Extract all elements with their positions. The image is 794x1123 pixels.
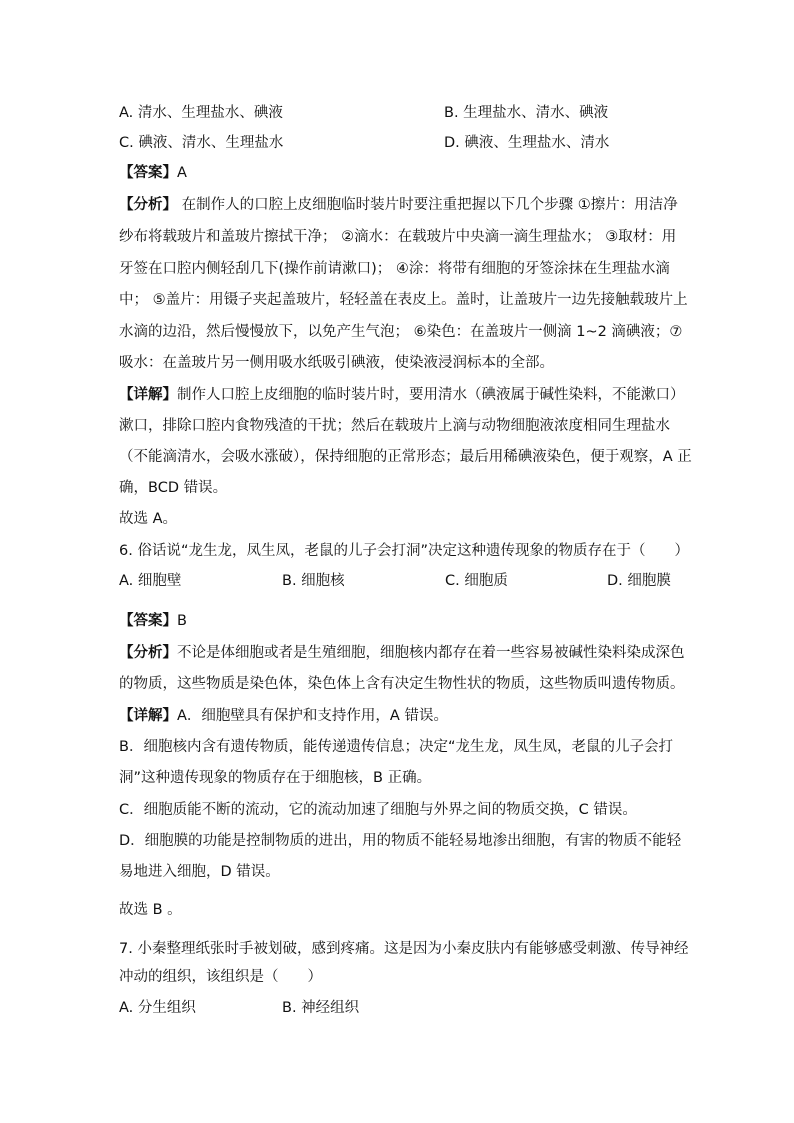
q6-stem: 6. 俗话说“龙生龙，凤生凤，老鼠的儿子会打洞”决定这种遗传现象的物质存在于（ ）: [119, 543, 689, 559]
q5-option-a: A. 清水、生理盐水、碘液: [119, 105, 283, 121]
answer-tag: 【答案】: [119, 613, 177, 629]
q6-detail-line: B．细胞核内含有遗传物质，能传递遗传信息；决定“龙生龙，凤生凤，老鼠的儿子会打: [119, 739, 673, 755]
q6-answer: [119, 611, 187, 631]
q7-stem-line: 冲动的组织，该组织是（ ）: [119, 969, 322, 985]
q5-detail-line: 漱口，排除口腔内食物残渣的干扰；然后在载玻片上滴与动物细胞液浓度相同生理盐水: [119, 418, 670, 434]
q6-analysis-line: 的物质，这些物质是染色体，染色体上含有决定生物性状的物质，这些物质叫遗传物质。: [119, 676, 685, 692]
q6-conclusion: 故选 B 。: [119, 902, 182, 918]
q5-analysis-line: 中； ⑤盖片：用镊子夹起盖玻片，轻轻盖在表皮上。盖时，让盖玻片一边先接触载玻片上: [119, 292, 688, 308]
q5-detail-line: 【详解】制作人口腔上皮细胞的临时装片时，要用清水（碘液属于碱性染料，不能漱口）: [119, 387, 685, 403]
q5-option-c: C. 碘液、清水、生理盐水: [119, 135, 284, 151]
analysis-tag: 【分析】: [119, 197, 177, 213]
q5-analysis-line: 吸水：在盖玻片另一侧用吸水纸吸引碘液，使染液浸润标本的全部。: [119, 355, 554, 371]
q5-option-b: B. 生理盐水、清水、碘液: [444, 105, 609, 121]
q6-detail-line: C．细胞质能不断的流动，它的流动加速了细胞与外界之间的物质交换，C 错误。: [119, 802, 637, 818]
q5-analysis-line: 牙签在口腔内侧轻刮几下(操作前请漱口)； ④涂：将带有细胞的牙签涂抹在生理盐水滴: [119, 261, 670, 277]
answer-value: A: [177, 165, 187, 181]
q6-detail-line: 易地进入细胞，D 错误。: [119, 864, 280, 880]
answer-tag: 【答案】: [119, 165, 177, 181]
q5-analysis-line: 纱布将载玻片和盖玻片擦拭干净； ②滴水：在载玻片中央滴一滴生理盐水； ③取材：用: [119, 229, 677, 245]
q5-analysis-line: 【分析】 在制作人的口腔上皮细胞临时装片时要注重把握以下几个步骤 ①擦片：用洁净: [119, 197, 678, 213]
analysis-tag: 【分析】: [119, 645, 177, 661]
q6-analysis-line: 【分析】不论是体细胞或者是生殖细胞，细胞核内都存在着一些容易被碱性染料染成深色: [119, 645, 685, 661]
q7-option-b: B. 神经组织: [282, 1000, 360, 1016]
answer-value: B: [177, 613, 187, 629]
detail-tag: 【详解】: [119, 708, 177, 724]
q5-detail-line: （不能滴清水，会吸水涨破），保持细胞的正常形态；最后用稀碘液染色，便于观察，A 正: [119, 449, 692, 465]
q6-option-c: C. 细胞质: [445, 573, 508, 589]
q5-conclusion: 故选 A。: [119, 511, 178, 527]
q5-option-d: D. 碘液、生理盐水、清水: [444, 135, 610, 151]
q5-answer: [119, 163, 187, 183]
q6-detail-line: 洞”这种遗传现象的物质存在于细胞核，B 正确。: [119, 770, 432, 786]
detail-tag: 【详解】: [119, 387, 177, 403]
q6-option-b: B. 细胞核: [282, 573, 345, 589]
q6-detail-line: 【详解】A．细胞壁具有保护和支持作用，A 错误。: [119, 708, 448, 724]
q6-detail-line: D．细胞膜的功能是控制物质的进出，用的物质不能轻易地渗出细胞，有害的物质不能轻: [119, 833, 682, 849]
q5-analysis-line: 水滴的边沿，然后慢慢放下，以免产生气泡； ⑥染色：在盖玻片一侧滴 1~2 滴碘液；⑦: [119, 324, 683, 340]
q7-option-a: A. 分生组织: [119, 1000, 196, 1016]
q6-option-a: A. 细胞壁: [119, 573, 182, 589]
q5-detail-line: 确，BCD 错误。: [119, 480, 228, 496]
q6-option-d: D. 细胞膜: [607, 573, 671, 589]
q7-stem-line: 7. 小秦整理纸张时手被划破，感到疼痛。这是因为小秦皮肤内有能够感受刺激、传导神经: [119, 941, 689, 957]
